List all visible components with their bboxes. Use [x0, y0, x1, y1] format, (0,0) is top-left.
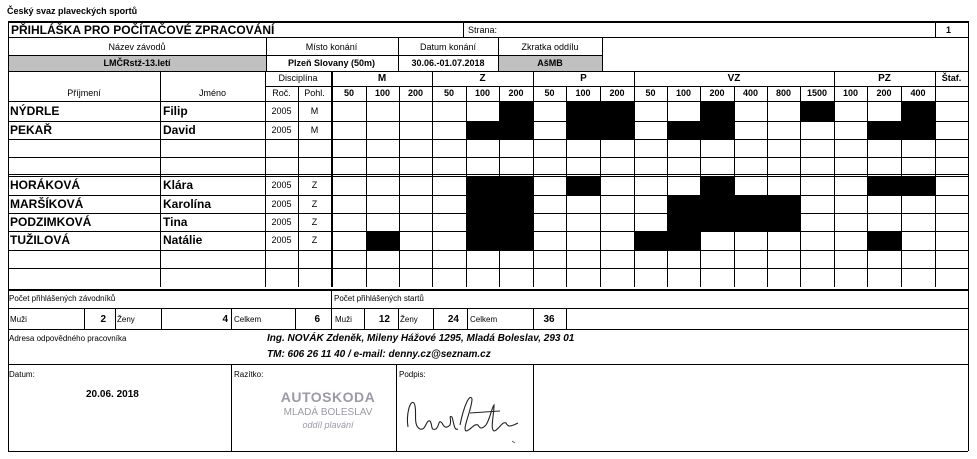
athlete-sex: Z	[311, 199, 318, 209]
grid-line	[8, 289, 968, 291]
entry-mark	[700, 195, 734, 213]
entry-mark	[499, 121, 533, 139]
grid-line	[8, 364, 968, 365]
athlete-name: David	[163, 123, 196, 137]
discipline-group-z: Z	[479, 73, 486, 84]
grid-line	[533, 71, 534, 287]
distance-header: 100	[374, 88, 391, 98]
form-title: PŘIHLÁŠKA PRO POČÍTAČOVÉ ZPRACOVÁNÍ	[11, 23, 275, 37]
athlete-sex: M	[310, 106, 319, 116]
entry-mark	[700, 213, 734, 231]
discipline-label: Disciplína	[278, 73, 318, 83]
athlete-year: 2005	[271, 235, 292, 245]
grid-line	[8, 329, 968, 330]
grid-line	[231, 364, 232, 451]
swimmers-total: 6	[314, 314, 320, 325]
entry-mark	[667, 231, 700, 250]
entry-mark	[466, 176, 499, 195]
entry-mark	[867, 231, 901, 250]
grid-line	[8, 121, 968, 122]
grid-line	[901, 86, 902, 287]
distance-header: 400	[742, 88, 759, 98]
entry-mark	[867, 121, 901, 139]
entry-mark	[700, 102, 734, 121]
contact-phone-email: TM: 606 26 11 40 / e-mail: denny.cz@seznam.cz	[267, 349, 491, 360]
distance-header: 200	[876, 88, 892, 98]
entry-mark	[867, 176, 901, 195]
grid-line	[498, 37, 499, 71]
grid-line	[834, 71, 835, 287]
entry-mark	[667, 121, 700, 139]
entry-mark	[901, 121, 935, 139]
athlete-surname: TUŽILOVÁ	[10, 233, 70, 247]
athlete-sex: Z	[311, 180, 318, 190]
distance-header: 200	[407, 88, 424, 98]
stamp-label: Razítko:	[234, 370, 264, 379]
starts-total-label: Celkem	[470, 315, 498, 324]
grid-line	[467, 308, 468, 329]
swimmers-total-label: Celkem	[234, 315, 262, 324]
org-name: Český svaz plaveckých sportů	[7, 6, 138, 16]
grid-line	[700, 86, 701, 287]
grid-line	[8, 139, 968, 140]
grid-line	[566, 308, 567, 329]
entry-mark	[901, 176, 935, 195]
grid-line	[602, 37, 603, 71]
grid-line	[867, 86, 868, 287]
discipline-group-p: P	[580, 73, 587, 84]
grid-line	[935, 71, 936, 287]
athlete-surname: NÝDRLE	[10, 104, 60, 118]
page-label: Strana:	[468, 25, 498, 35]
venue-label: Místo konání	[305, 42, 358, 52]
grid-line	[8, 21, 9, 451]
grid-line	[8, 55, 602, 56]
distance-header: 800	[775, 88, 792, 98]
distance-header: 1500	[806, 88, 828, 98]
entry-mark	[600, 121, 634, 139]
entry-mark	[499, 102, 533, 121]
name-header: Jméno	[198, 88, 226, 98]
date-signed: 20.06. 2018	[86, 389, 139, 400]
grid-line	[8, 71, 968, 72]
grid-line	[432, 71, 433, 287]
grid-line	[8, 176, 968, 177]
grid-line	[398, 37, 399, 71]
entry-mark	[466, 231, 499, 250]
grid-line	[396, 364, 397, 451]
entry-mark	[734, 195, 767, 213]
distance-header: 100	[675, 88, 692, 98]
grid-line	[8, 21, 968, 23]
distance-header: 100	[842, 88, 859, 98]
stamp-line-2: MLADÁ BOLESLAV	[283, 407, 373, 418]
grid-line	[265, 71, 266, 287]
grid-line	[398, 308, 399, 329]
grid-line	[231, 308, 232, 329]
athlete-year: 2005	[271, 180, 292, 190]
grid-line	[8, 213, 968, 214]
swimmers-count-label: Počet přihlášených závodníků	[9, 294, 116, 303]
grid-line	[8, 195, 968, 196]
grid-line	[566, 86, 567, 287]
entry-mark	[901, 102, 935, 121]
entry-mark	[466, 213, 499, 231]
athlete-surname: HORÁKOVÁ	[10, 178, 81, 192]
grid-line	[115, 308, 116, 329]
grid-line	[298, 86, 299, 287]
venue: Plzeň Slovany (50m)	[287, 58, 376, 68]
entry-mark	[667, 213, 700, 231]
distance-header: 100	[575, 88, 591, 98]
athlete-sex: M	[310, 125, 319, 135]
grid-line	[667, 86, 668, 287]
grid-line	[800, 86, 801, 287]
grid-line	[8, 268, 968, 269]
entry-mark	[499, 195, 533, 213]
entry-mark	[767, 195, 800, 213]
year-header: Roč.	[272, 88, 291, 98]
athlete-name: Natálie	[163, 233, 203, 247]
grid-line	[366, 86, 367, 287]
distance-header: 50	[645, 88, 656, 98]
athlete-surname: MARŠÍKOVÁ	[10, 197, 84, 211]
entry-mark	[600, 102, 634, 121]
grid-line	[600, 86, 601, 287]
entry-mark	[734, 213, 767, 231]
swimmers-men-label: Muži	[10, 315, 27, 324]
grid-line	[463, 21, 464, 37]
entry-mark	[800, 102, 834, 121]
contact-label: Adresa odpovědného pracovníka	[9, 334, 127, 343]
grid-line	[8, 451, 968, 452]
distance-header: 50	[544, 88, 555, 98]
starts-men: 12	[378, 314, 390, 325]
discipline-group-m: M	[377, 73, 387, 84]
grid-line	[767, 86, 768, 287]
athlete-sex: Z	[311, 217, 318, 227]
athlete-year: 2005	[271, 199, 292, 209]
grid-line	[533, 364, 534, 451]
grid-line	[332, 71, 333, 287]
club-code: AšMB	[537, 58, 563, 68]
grid-line	[331, 291, 332, 308]
athlete-year: 2005	[271, 106, 292, 116]
grid-line	[331, 308, 332, 329]
grid-line	[265, 86, 968, 87]
distance-header: 50	[343, 88, 354, 98]
grid-line	[8, 157, 968, 158]
stamp-line-1: AUTOSKODA	[280, 389, 376, 405]
discipline-group-vz: VZ	[727, 73, 741, 84]
athlete-surname: PODZIMKOVÁ	[10, 215, 92, 229]
entry-mark	[634, 231, 667, 250]
race-date: 30.06.-01.07.2018	[411, 58, 485, 68]
entry-mark	[466, 121, 499, 139]
entry-mark	[700, 176, 734, 195]
relay-header: Štaf.	[941, 73, 962, 83]
signature	[400, 385, 530, 447]
sex-header: Pohl.	[304, 88, 325, 98]
grid-line	[8, 308, 968, 309]
grid-line	[266, 37, 267, 71]
grid-line	[466, 86, 467, 287]
contact-address: Ing. NOVÁK Zdeněk, Mileny Hážové 1295, Mladá Boleslav, 293 01	[267, 333, 575, 344]
swimmers-women-label: Ženy	[117, 315, 135, 324]
entry-mark	[767, 213, 800, 231]
grid-line	[734, 86, 735, 287]
entry-mark	[466, 195, 499, 213]
athlete-name: Tina	[163, 215, 188, 229]
entry-mark	[566, 102, 600, 121]
distance-header: 200	[709, 88, 725, 98]
athlete-name: Klára	[163, 178, 194, 192]
grid-line	[968, 21, 969, 451]
discipline-group-pz: PZ	[878, 73, 891, 84]
athlete-name: Filip	[163, 104, 188, 118]
starts-total: 36	[543, 314, 555, 325]
distance-header: 50	[443, 88, 454, 98]
distance-header: 200	[508, 88, 524, 98]
entry-mark	[499, 176, 533, 195]
grid-line	[499, 86, 500, 287]
swimmers-men: 2	[100, 314, 106, 325]
swimmers-women: 4	[222, 314, 228, 325]
entry-mark	[566, 121, 600, 139]
athlete-year: 2005	[271, 125, 292, 135]
entry-mark	[499, 213, 533, 231]
grid-line	[8, 101, 968, 102]
starts-women-label: Ženy	[400, 315, 418, 324]
grid-line	[399, 86, 400, 287]
race-name: LMČRstž-13.letí	[103, 58, 171, 68]
grid-line	[8, 37, 968, 38]
club-label: Zkratka oddílu	[521, 42, 579, 52]
club-stamp	[262, 386, 394, 442]
grid-line	[8, 231, 968, 232]
stamp-line-3: oddíl plavání	[302, 420, 354, 430]
athlete-name: Karolína	[163, 197, 212, 211]
starts-women: 24	[447, 314, 459, 325]
grid-line	[160, 71, 161, 287]
surname-header: Příjmení	[67, 88, 101, 98]
date-signed-label: Datum:	[9, 370, 35, 379]
race-name-label: Název závodů	[108, 42, 166, 52]
distance-header: 200	[609, 88, 625, 98]
distance-header: 400	[910, 88, 926, 98]
starts-men-label: Muži	[335, 315, 352, 324]
grid-line	[161, 308, 162, 329]
date-label: Datum konání	[419, 42, 477, 52]
entry-mark	[700, 121, 734, 139]
distance-header: 100	[474, 88, 491, 98]
grid-line	[634, 71, 635, 287]
starts-count-label: Počet přihlášených startů	[334, 294, 424, 303]
athlete-surname: PEKAŘ	[10, 123, 53, 137]
signature-label: Podpis:	[399, 370, 426, 379]
page-number: 1	[946, 25, 952, 35]
grid-line	[8, 174, 968, 175]
entry-mark	[566, 176, 600, 195]
entry-mark	[499, 231, 533, 250]
entry-mark	[667, 195, 700, 213]
athlete-sex: Z	[311, 235, 318, 245]
grid-line	[8, 250, 968, 251]
athlete-year: 2005	[271, 217, 292, 227]
entry-mark	[366, 231, 399, 250]
grid-line	[935, 21, 936, 37]
